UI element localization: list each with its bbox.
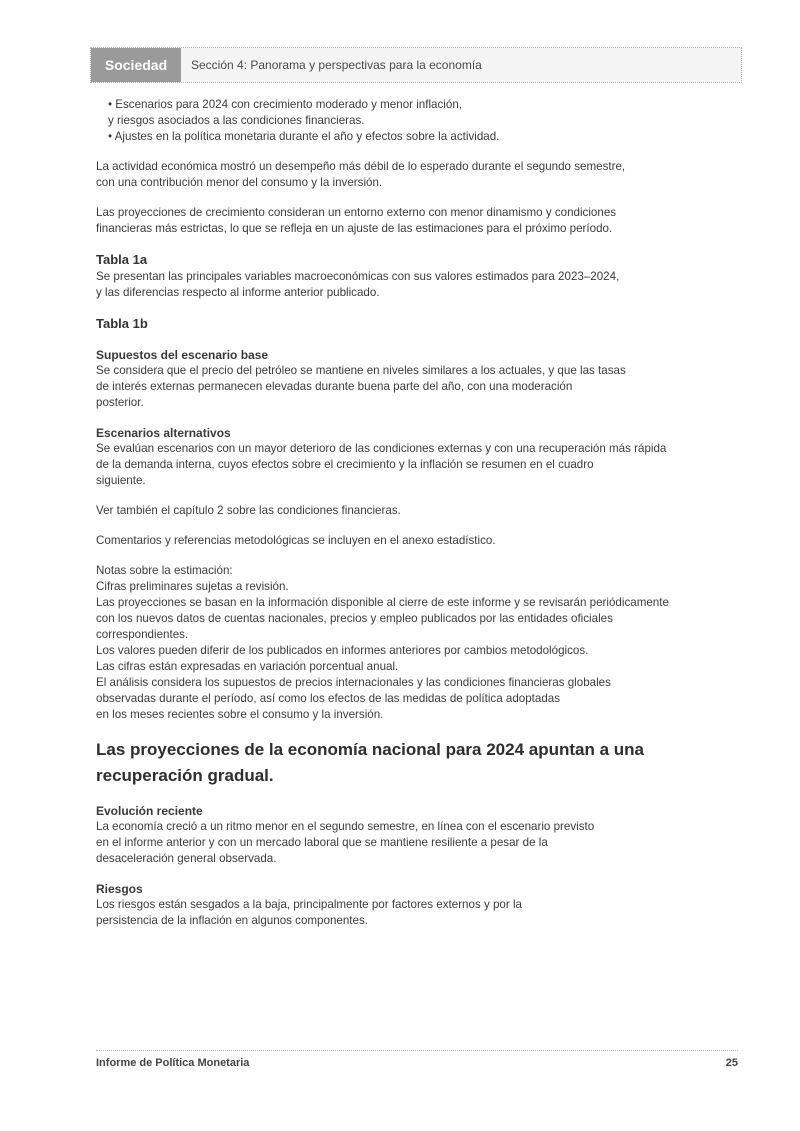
- text-line: Cifras preliminares sujetas a revisión.: [96, 580, 289, 593]
- text-line: desaceleración general observada.: [96, 852, 277, 865]
- spacer: [96, 333, 738, 347]
- spacer: [96, 489, 738, 503]
- spacer: [96, 237, 738, 251]
- text-line: Los riesgos están sesgados a la baja, principalmente por factores externos y por la: [96, 898, 522, 911]
- text-line: de la demanda interna, cuyos efectos sobre el crecimiento y la inflación se resumen en el cuadro: [96, 458, 594, 471]
- section-title: Sección 4: Panorama y perspectivas para la economía: [191, 58, 482, 72]
- paragraph: [96, 159, 738, 191]
- text-line: y riesgos asociados a las condiciones financieras.: [108, 114, 365, 127]
- text-line: Ver también el capítulo 2 sobre las condiciones financieras.: [96, 504, 401, 517]
- text-line: Se presentan las principales variables macroeconómicas con sus valores estimados para 2023–2024,: [96, 270, 620, 283]
- paragraph: [96, 897, 738, 929]
- footer-publication: Informe de Política Monetaria: [96, 1057, 250, 1069]
- section-heading: Tabla 1b: [96, 316, 148, 331]
- paragraph: [96, 819, 738, 867]
- highlight-heading: Las proyecciones de la economía nacional para 2024 apuntan a una recuperación gradual.: [96, 740, 644, 785]
- text-line: con una contribución menor del consumo y la inversión.: [96, 176, 383, 189]
- text-line: Los valores pueden diferir de los publicados en informes anteriores por cambios metodológicos.: [96, 644, 589, 657]
- section-heading: Supuestos del escenario base: [96, 348, 269, 362]
- spacer: [96, 145, 738, 159]
- paragraph: [96, 533, 738, 549]
- text-line: Las proyecciones se basan en la información disponible al cierre de este informe y se revisarán periódicamente: [96, 596, 669, 609]
- paragraph: [96, 363, 738, 411]
- section-heading: Evolución reciente: [96, 804, 203, 818]
- text-line: Se considera que el precio del petróleo se mantiene en niveles similares a los actuales, y que las tasas: [96, 364, 626, 377]
- page-number: 25: [725, 1057, 738, 1069]
- text-line: con los nuevos datos de cuentas nacionales, precios y empleo publicados por las entidades oficiales: [96, 612, 613, 625]
- text-line: Notas sobre la estimación:: [96, 564, 233, 577]
- spacer: [96, 549, 738, 563]
- paragraph: [96, 563, 738, 723]
- spacer: [96, 411, 738, 425]
- spacer: [96, 301, 738, 315]
- text-line: observadas durante el período, así como los efectos de las medidas de política adoptadas: [96, 692, 561, 705]
- text-line: El análisis considera los supuestos de precios internacionales y las condiciones financieras globales: [96, 676, 611, 689]
- text-line: en los meses recientes sobre el consumo y la inversión.: [96, 708, 384, 721]
- text-line: financieras más estrictas, lo que se refleja en un ajuste de las estimaciones para el próximo período.: [96, 222, 613, 235]
- text-line: en el informe anterior y con un mercado laboral que se mantiene resiliente a pesar de la: [96, 836, 548, 849]
- text-line: Comentarios y referencias metodológicas se incluyen en el anexo estadístico.: [96, 534, 496, 547]
- spacer: [96, 191, 738, 205]
- paragraph: [96, 269, 738, 301]
- text-line: Las proyecciones de crecimiento consideran un entorno externo con menor dinamismo y condiciones: [96, 206, 617, 219]
- section-heading: Tabla 1a: [96, 252, 148, 267]
- text-line: • Escenarios para 2024 con crecimiento moderado y menor inflación,: [108, 98, 462, 111]
- paragraph: [96, 441, 738, 489]
- text-line: La actividad económica mostró un desempeño más débil de lo esperado durante el segundo semestre,: [96, 160, 626, 173]
- text-line: correspondientes.: [96, 628, 189, 641]
- text-line: persistencia de la inflación en algunos componentes.: [96, 914, 368, 927]
- page-footer: [96, 1050, 738, 1075]
- section-heading: Escenarios alternativos: [96, 426, 231, 440]
- bullet-item: [96, 129, 738, 145]
- paragraph: [96, 205, 738, 237]
- document-body: [96, 97, 738, 929]
- text-line: Se evalúan escenarios con un mayor deterioro de las condiciones externas y con una recuperación más rápida: [96, 442, 667, 455]
- bullet-item: [96, 97, 738, 129]
- text-line: • Ajustes en la política monetaria durante el año y efectos sobre la actividad.: [108, 130, 500, 143]
- text-line: de interés externas permanecen elevadas durante buena parte del año, con una moderación: [96, 380, 573, 393]
- text-line: Las cifras están expresadas en variación porcentual anual.: [96, 660, 399, 673]
- section-heading: Riesgos: [96, 882, 143, 896]
- spacer: [96, 723, 738, 737]
- paragraph: [96, 503, 738, 519]
- section-header: [90, 47, 742, 83]
- spacer: [96, 519, 738, 533]
- spacer: [96, 789, 738, 803]
- text-line: La economía creció a un ritmo menor en el segundo semestre, en línea con el escenario previsto: [96, 820, 595, 833]
- text-line: y las diferencias respecto al informe anterior publicado.: [96, 286, 380, 299]
- spacer: [96, 867, 738, 881]
- section-tab: Sociedad: [91, 48, 181, 82]
- text-line: posterior.: [96, 396, 144, 409]
- text-line: siguiente.: [96, 474, 146, 487]
